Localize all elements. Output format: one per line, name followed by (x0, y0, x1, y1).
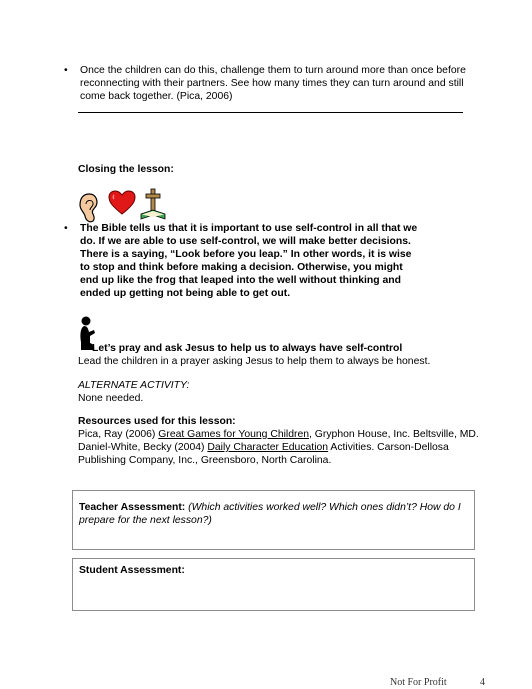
prayer-heading: Let’s pray and ask Jesus to help us to always have self-control (92, 343, 403, 354)
ear-icon (78, 192, 100, 224)
teacher-assessment-box[interactable] (72, 490, 475, 550)
teacher-assessment-label: Teacher Assessment: (79, 502, 186, 513)
closing-line-4: to stop and think before making a decision. Otherwise, you might (80, 262, 403, 273)
horizontal-rule (78, 112, 463, 113)
resource-1-title: Great Games for Young Children (158, 429, 310, 440)
student-assessment-box[interactable] (72, 558, 475, 611)
activity-line-3: come back together. (Pica, 2006) (80, 91, 233, 102)
bullet-symbol: • (64, 65, 68, 76)
teacher-assessment-prompt-2: prepare for the next lesson?) (79, 515, 212, 526)
closing-line-5: end up like the frog that leaped into the well without thinking and (80, 275, 401, 286)
resource-2 (78, 441, 488, 454)
resource-2-author: Daniel-White, Becky (2004) (78, 442, 208, 453)
resources-heading: Resources used for this lesson: (78, 416, 236, 427)
resource-2-line-2: Publishing Company, Inc., Greensboro, North Carolina. (78, 455, 332, 466)
activity-text (80, 64, 480, 103)
activity-line-2: reconnecting with their partners. See how many times they can turn around and still (80, 78, 464, 89)
resource-2-title: Daily Character Education (207, 442, 329, 453)
teacher-assessment-text (79, 501, 469, 527)
heart-icon (108, 190, 136, 216)
alternate-heading: ALTERNATE ACTIVITY: (78, 380, 190, 391)
student-assessment-label: Student Assessment: (79, 565, 185, 576)
closing-text (80, 222, 465, 300)
resource-2-rest: Activities. Carson-Dellosa (328, 442, 449, 453)
bible-cross-icon (140, 188, 166, 222)
closing-line-1: The Bible tells us that it is important to use self-control in all that we (80, 223, 418, 234)
alternate-text: None needed. (78, 393, 144, 404)
closing-line-6: ended up getting not being able to get out. (80, 288, 291, 299)
page-number: 4 (480, 677, 485, 688)
closing-heading: Closing the lesson: (78, 164, 174, 175)
resource-1-rest: , Gryphon House, Inc. Beltsville, MD. (309, 429, 479, 440)
activity-line-1: Once the children can do this, challenge them to turn around more than once before (80, 65, 466, 76)
resource-1-author: Pica, Ray (2006) (78, 429, 159, 440)
footer-text: Not For Profit (390, 677, 447, 688)
prayer-text: Lead the children in a prayer asking Jesus to help them to always be honest. (78, 356, 431, 367)
bullet-symbol: • (64, 223, 68, 234)
resource-1 (78, 428, 488, 441)
closing-line-3: There is a saying, “Look before you leap.” In other words, it is wise (80, 249, 412, 260)
closing-line-2: do. If we are able to use self-control, we will make better decisions. (80, 236, 411, 247)
teacher-assessment-prompt-1: (Which activities worked well? Which ones didn’t? How do I (188, 502, 461, 513)
